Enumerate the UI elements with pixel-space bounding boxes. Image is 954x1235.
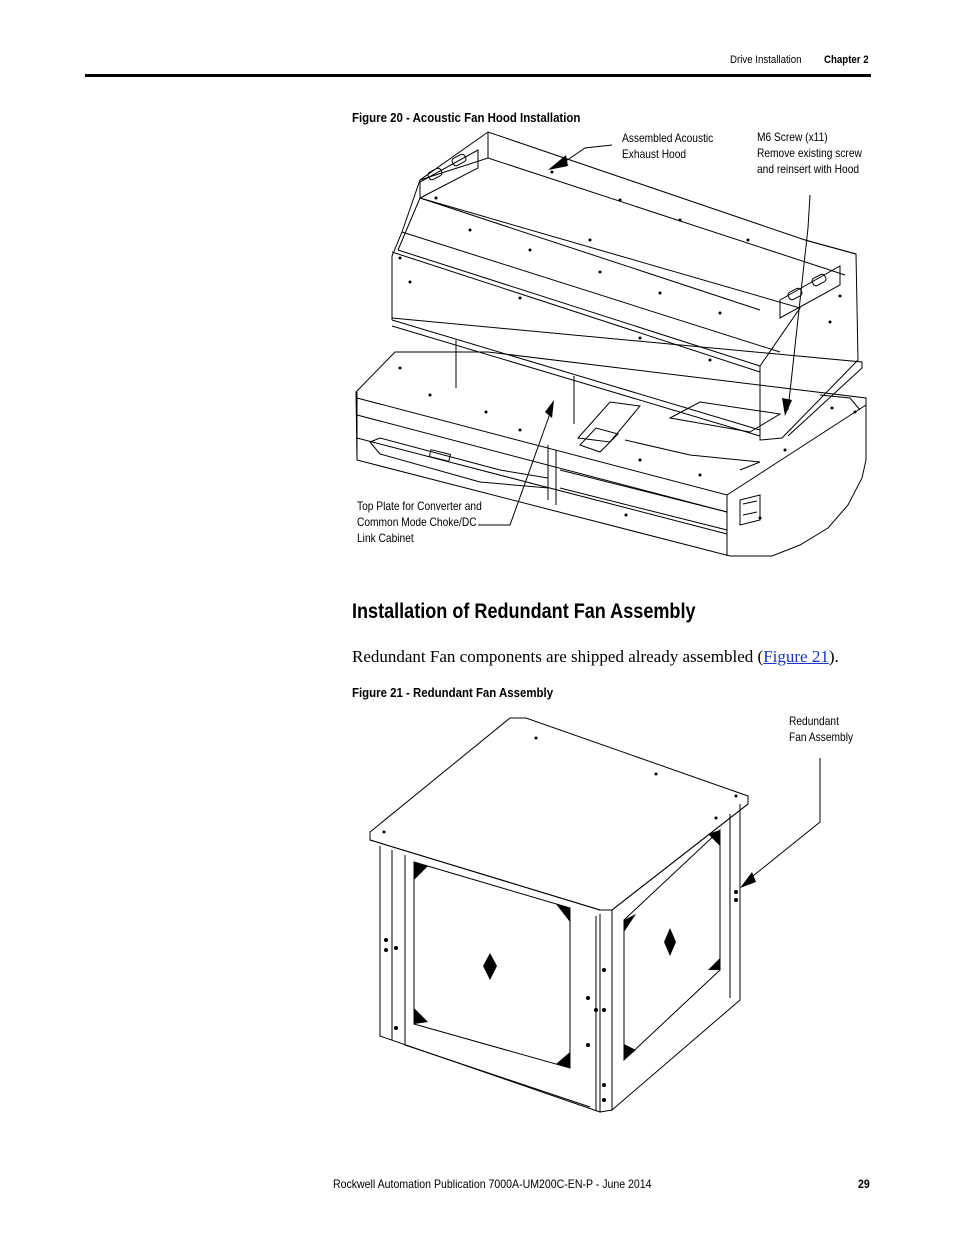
figure-20-caption: Figure 20 - Acoustic Fan Hood Installation [352, 110, 581, 125]
callout-screw-line-3: and reinsert with Hood [757, 162, 860, 176]
section-body [352, 647, 839, 667]
redundant-fan-assembly-drawing [0, 0, 954, 500]
callout-hood-line-2: Exhaust Hood [622, 147, 687, 161]
figure-21-caption: Figure 21 - Redundant Fan Assembly [352, 685, 554, 700]
callout-plate-line-3: Link Cabinet [357, 531, 414, 545]
callout-plate-line-2: Common Mode Choke/DC [357, 515, 477, 529]
section-body-before: Redundant Fan components are shipped already assembled ( [352, 647, 764, 666]
callout-screw-line-1: M6 Screw (x11) [757, 130, 828, 144]
header-chapter-label: Chapter 2 [824, 54, 869, 66]
section-body-after: ). [828, 647, 839, 666]
callout-screw-line-2: Remove existing screw [757, 146, 862, 160]
callout-hood-line-1: Assembled Acoustic [622, 131, 714, 145]
figure-21-link[interactable]: Figure 21 [763, 647, 829, 666]
footer-publication: Rockwell Automation Publication 7000A-UM200C-EN-P - June 2014 [333, 1177, 652, 1191]
callout-fan-line-1: Redundant [789, 714, 839, 728]
callout-fan-line-2: Fan Assembly [789, 730, 854, 744]
section-title: Installation of Redundant Fan Assembly [352, 600, 696, 623]
header-section-label: Drive Installation [730, 54, 802, 66]
callout-plate-line-1: Top Plate for Converter and [357, 499, 482, 513]
callout-redundant-fan [789, 713, 853, 745]
footer-page-number: 29 [858, 1177, 870, 1191]
